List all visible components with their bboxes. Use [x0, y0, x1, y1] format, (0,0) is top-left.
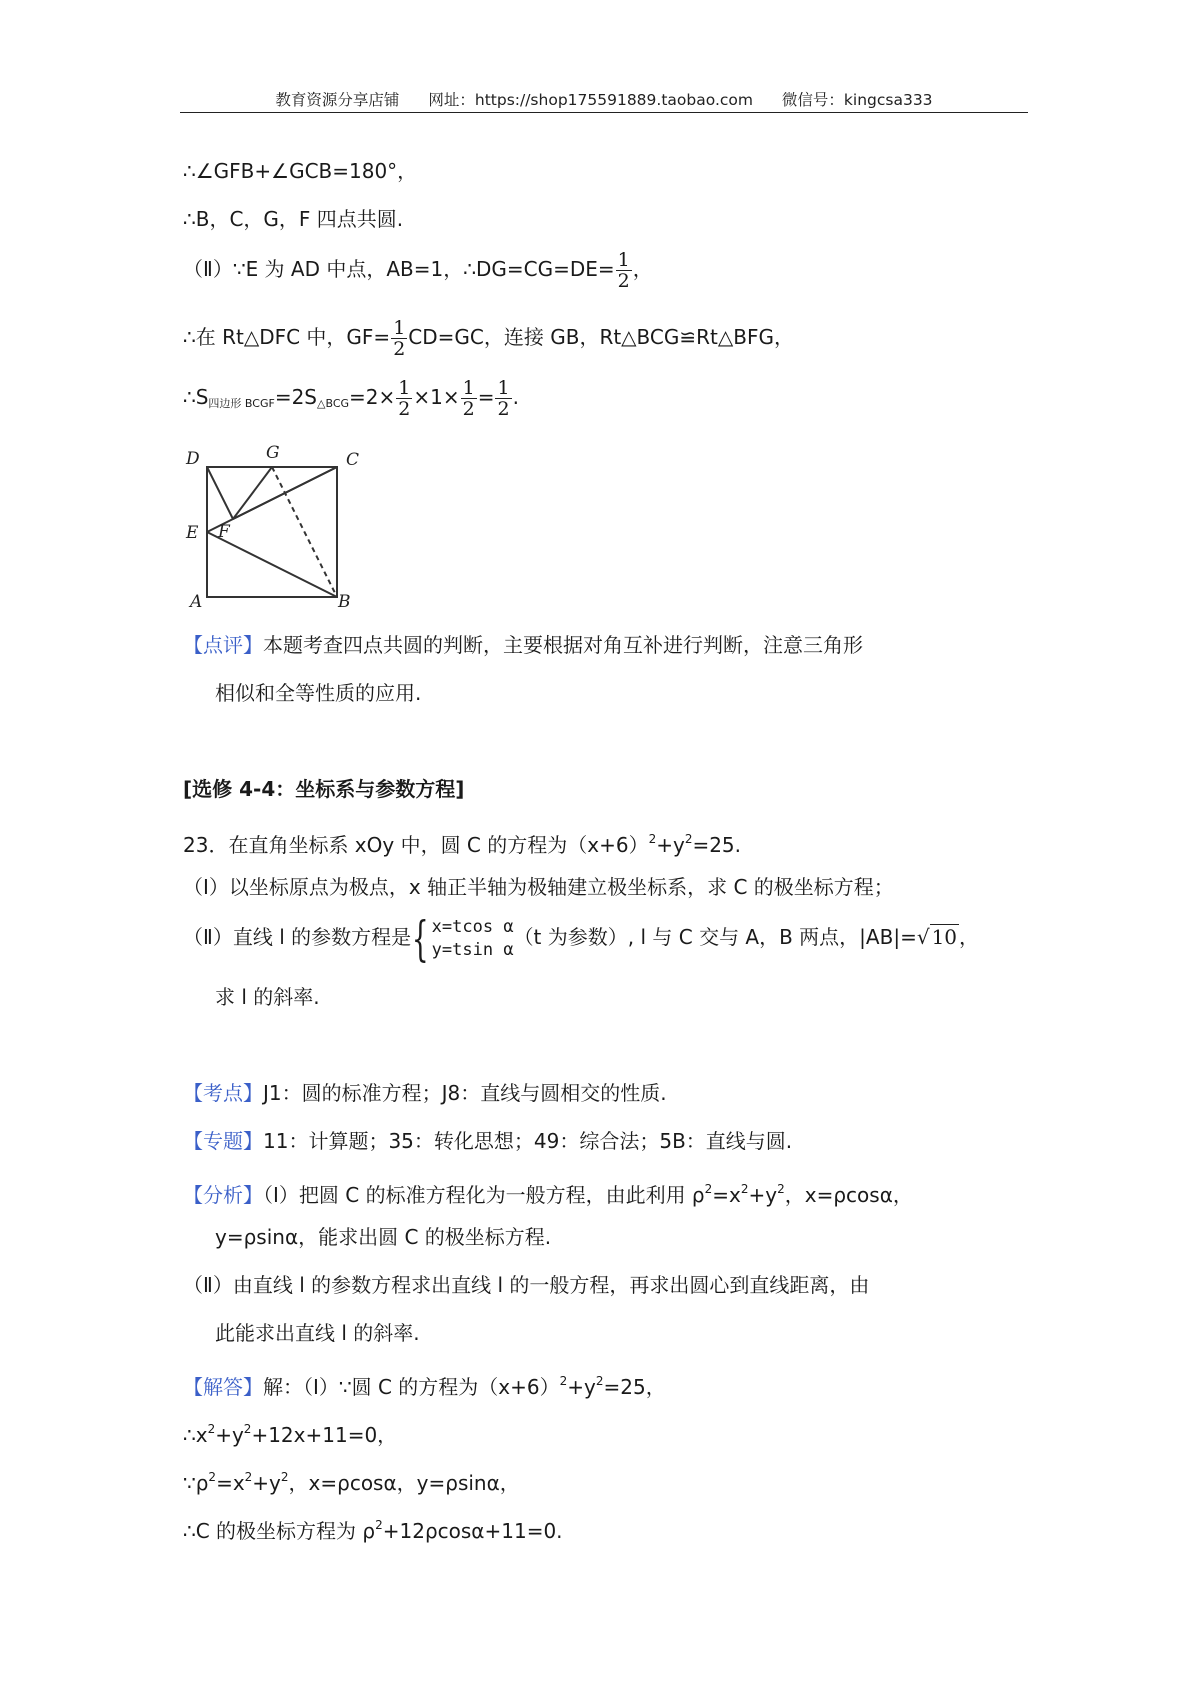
jieda-tag: 【解答】 [183, 1375, 263, 1399]
jieda-sup-1: 2 [559, 1374, 568, 1388]
header-rule [180, 112, 1028, 113]
q23-stem-pre: 23．在直角坐标系 xOy 中，圆 C 的方程为（x+6） [183, 833, 649, 857]
fenxi-t1b: =x [712, 1183, 741, 1207]
solution-line-4 [183, 318, 794, 359]
fenxi-line-1 [183, 1176, 913, 1208]
area-end: . [512, 385, 519, 409]
jieda-sup-7: 2 [280, 1470, 289, 1484]
jieda-t4b: +12ρcosα+11=0. [382, 1519, 563, 1543]
param-eq-x: x=tcos α [431, 916, 514, 937]
fraction-half [391, 318, 407, 359]
area-sub-quad: 四边形 BCGF [208, 397, 275, 410]
solution-line-2: ∴B，C，G，F 四点共圆. [183, 207, 404, 231]
kaodian-line [183, 1080, 667, 1106]
jieda-t3c: +y [252, 1471, 281, 1495]
q23-stem-mid: +y [656, 833, 685, 857]
header-wechat: 微信号：kingcsa333 [781, 91, 933, 109]
line3-end: ， [632, 257, 653, 281]
zhuanti-text: 11：计算题；35：转化思想；49：综合法；5B：直线与圆. [263, 1129, 793, 1153]
jieda-t3d: ，x=ρcosα，y=ρsinα， [288, 1471, 520, 1495]
fraction-denominator: 2 [393, 338, 406, 360]
system-brace: { [411, 910, 429, 967]
review-line-2: 相似和全等性质的应用. [215, 681, 422, 705]
jieda-sup-6: 2 [244, 1470, 253, 1484]
fenxi-sup-3: 2 [777, 1182, 785, 1196]
sqrt-ten [917, 924, 959, 949]
label-b: B [338, 592, 351, 610]
fenxi-t1c: +y [748, 1183, 778, 1207]
fraction-half [461, 378, 477, 419]
fraction-half [396, 378, 412, 419]
label-g: G [266, 443, 280, 463]
jieda-line-1 [183, 1368, 666, 1400]
geometry-figure [180, 440, 380, 610]
label-c: C [346, 450, 360, 470]
jieda-line-3 [183, 1464, 520, 1496]
header-url: 网址：https://shop175591889.taobao.com [428, 91, 753, 109]
solution-line-5 [183, 378, 519, 419]
kaodian-text: J1：圆的标准方程；J8：直线与圆相交的性质. [263, 1081, 667, 1105]
jieda-t2a: ∴x [183, 1423, 208, 1447]
q23-part2-end: ， [959, 925, 980, 949]
q23-sup-1: 2 [648, 832, 657, 846]
fenxi-tag: 【分析】 [183, 1183, 263, 1207]
q23-part1: （Ⅰ）以坐标原点为极点，x 轴正半轴为极轴建立极坐标系，求 C 的极坐标方程； [183, 875, 894, 899]
review-tag: 【点评】 [183, 633, 263, 657]
zhuanti-tag: 【专题】 [183, 1129, 263, 1153]
fenxi-t1d: ，x=ρcosα， [784, 1183, 913, 1207]
jieda-t2b: +y [215, 1423, 244, 1447]
param-eq-y: y=tsin α [431, 939, 514, 960]
solution-line-3 [183, 250, 653, 291]
fenxi-line-4: 此能求出直线 l 的斜率. [215, 1321, 420, 1345]
jieda-t2c: +12x+11=0， [251, 1423, 398, 1447]
fraction-half [495, 378, 511, 419]
q23-part2-line2: 求 l 的斜率. [215, 985, 320, 1009]
solution-line-1: ∴∠GFB+∠GCB=180°， [183, 159, 418, 183]
jieda-sup-5: 2 [208, 1470, 217, 1484]
jieda-t1b: +y [567, 1375, 596, 1399]
fenxi-line-2: y=ρsinα，能求出圆 C 的极坐标方程. [215, 1225, 552, 1249]
fraction-numerator: 1 [617, 249, 630, 271]
fraction-numerator: 1 [497, 377, 510, 399]
q23-part2 [183, 910, 980, 967]
fraction-denominator: 2 [462, 398, 475, 420]
q23-sup-2: 2 [684, 832, 693, 846]
review-line-1 [183, 632, 863, 658]
jieda-t1c: =25， [603, 1375, 666, 1399]
kaodian-tag: 【考点】 [183, 1081, 263, 1105]
area-sub-tri: △BCG [317, 397, 350, 410]
q23-stem-end: =25. [692, 833, 742, 857]
line4-text-end: CD=GC，连接 GB，Rt△BCG≌Rt△BFG， [408, 325, 794, 349]
sqrt-symbol: √ [916, 925, 930, 949]
fenxi-t1a: （Ⅰ）把圆 C 的标准方程化为一般方程，由此利用 ρ [263, 1183, 705, 1207]
jieda-sup-2: 2 [595, 1374, 604, 1388]
jieda-t4a: ∴C 的极坐标方程为 ρ [183, 1519, 376, 1543]
fraction-denominator: 2 [497, 398, 510, 420]
fraction-numerator: 1 [398, 377, 411, 399]
q23-part2-mid: （t 为参数）, l 与 C 交与 A，B 两点，|AB|= [513, 925, 917, 949]
jieda-sup-4: 2 [243, 1422, 252, 1436]
fenxi-sup-2: 2 [740, 1182, 749, 1196]
jieda-sup-3: 2 [207, 1422, 216, 1436]
fraction-numerator: 1 [393, 317, 406, 339]
q23-stem [183, 826, 741, 858]
fraction-numerator: 1 [462, 377, 475, 399]
section-title: [选修 4-4：坐标系与参数方程] [183, 777, 465, 801]
fenxi-line-3: （Ⅱ）由直线 l 的参数方程求出直线 l 的一般方程，再求出圆心到直线距离，由 [183, 1273, 870, 1297]
jieda-sup-8: 2 [375, 1518, 383, 1532]
jieda-line-2 [183, 1416, 397, 1448]
label-e: E [186, 523, 199, 543]
fenxi-sup-1: 2 [704, 1182, 713, 1196]
q23-part2-pre: （Ⅱ）直线 l 的参数方程是 [183, 925, 412, 949]
area-mid: =2S [274, 385, 317, 409]
line3-text: （Ⅱ）∵E 为 AD 中点，AB=1，∴DG=CG=DE= [183, 257, 615, 281]
line4-text: ∴在 Rt△DFC 中，GF= [183, 325, 391, 349]
param-system [432, 916, 514, 962]
segment-gb-dashed [272, 467, 337, 597]
area-eq: =2× [349, 385, 396, 409]
area-s: ∴S [183, 385, 209, 409]
jieda-t1a: 解：（Ⅰ）∵圆 C 的方程为（x+6） [263, 1375, 560, 1399]
jieda-t3a: ∵ρ [183, 1471, 209, 1495]
zhuanti-line [183, 1128, 792, 1154]
page-header [180, 88, 1028, 110]
header-shop: 教育资源分享店铺 [275, 91, 400, 109]
area-eq2: = [477, 385, 495, 409]
fraction-denominator: 2 [398, 398, 411, 420]
jieda-line-4 [183, 1512, 563, 1544]
segment-dg [207, 467, 233, 519]
label-f: F [218, 522, 230, 542]
review-text-1: 本题考查四点共圆的判断，主要根据对角互补进行判断，注意三角形 [263, 633, 863, 657]
area-times: ×1× [413, 385, 460, 409]
fraction-denominator: 2 [617, 270, 630, 292]
segment-gf [233, 467, 272, 519]
jieda-t3b: =x [216, 1471, 245, 1495]
sqrt-radicand: 10 [931, 925, 958, 949]
label-d: D [186, 449, 200, 469]
label-a: A [190, 592, 203, 610]
fraction-half [616, 250, 632, 291]
